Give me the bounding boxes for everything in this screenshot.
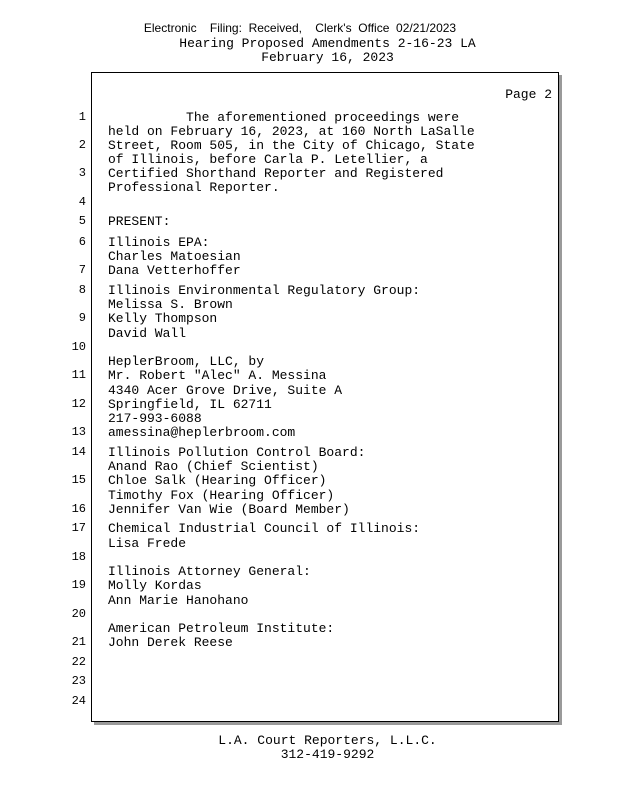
line-number: 11 bbox=[71, 368, 86, 382]
transcript-text-line: Illinois EPA: bbox=[108, 235, 210, 250]
filing-stamp: Electronic Filing: Received, Clerk's Office 02/21/2023 bbox=[143, 21, 457, 35]
line-number: 8 bbox=[78, 283, 86, 297]
transcript-text-line: Springfield, IL 62711 bbox=[108, 397, 272, 412]
transcript-text-line: Street, Room 505, in the City of Chicago, State bbox=[108, 138, 475, 153]
transcript-text-line: Dana Vetterhoffer bbox=[108, 263, 241, 278]
line-number: 2 bbox=[78, 138, 86, 152]
line-number: 6 bbox=[78, 235, 86, 249]
page-number: Page 2 bbox=[505, 87, 552, 102]
transcript-text-line: Mr. Robert "Alec" A. Messina bbox=[108, 368, 327, 383]
transcript-text-line: Charles Matoesian bbox=[108, 249, 241, 264]
line-number: 23 bbox=[71, 674, 86, 688]
line-number: 22 bbox=[71, 655, 86, 669]
line-number: 10 bbox=[71, 340, 86, 354]
transcript-text-line: PRESENT: bbox=[108, 214, 171, 229]
transcript-text-line: The aforementioned proceedings were bbox=[108, 110, 460, 125]
line-number: 20 bbox=[71, 607, 86, 621]
line-number: 5 bbox=[78, 214, 86, 228]
line-number: 9 bbox=[78, 311, 86, 325]
transcript-text-line: American Petroleum Institute: bbox=[108, 621, 335, 636]
transcript-text-line: 217-993-6088 bbox=[108, 411, 202, 426]
transcript-text-line: of Illinois, before Carla P. Letellier, a bbox=[108, 152, 428, 167]
transcript-text-line: 4340 Acer Grove Drive, Suite A bbox=[108, 383, 343, 398]
line-number: 17 bbox=[71, 521, 86, 535]
line-number: 14 bbox=[71, 445, 86, 459]
header-date: February 16, 2023 bbox=[261, 50, 394, 65]
transcript-text-line: held on February 16, 2023, at 160 North LaSalle bbox=[108, 124, 475, 139]
transcript-text-line: Molly Kordas bbox=[108, 578, 202, 593]
transcript-text-line: Timothy Fox (Hearing Officer) bbox=[108, 488, 335, 503]
line-number: 12 bbox=[71, 397, 86, 411]
line-number: 24 bbox=[71, 694, 86, 708]
transcript-text-line: Professional Reporter. bbox=[108, 180, 280, 195]
transcript-text-line: Illinois Attorney General: bbox=[108, 564, 311, 579]
line-number: 21 bbox=[71, 635, 86, 649]
transcript-text-line: Kelly Thompson bbox=[108, 311, 218, 326]
line-number: 15 bbox=[71, 473, 86, 487]
line-number: 19 bbox=[71, 578, 86, 592]
transcript-text-line: Chemical Industrial Council of Illinois: bbox=[108, 521, 421, 536]
line-number: 4 bbox=[78, 195, 86, 209]
line-number: 3 bbox=[78, 166, 86, 180]
transcript-text-line: Lisa Frede bbox=[108, 536, 187, 551]
transcript-text-line: David Wall bbox=[108, 326, 187, 341]
transcript-text-line: Certified Shorthand Reporter and Registered bbox=[108, 166, 444, 181]
header-title: Hearing Proposed Amendments 2-16-23 LA bbox=[179, 36, 476, 51]
footer-phone: 312-419-9292 bbox=[280, 747, 375, 762]
transcript-text-line: John Derek Reese bbox=[108, 635, 233, 650]
footer-company: L.A. Court Reporters, L.L.C. bbox=[218, 733, 437, 748]
line-number: 1 bbox=[78, 110, 86, 124]
line-number: 13 bbox=[71, 425, 86, 439]
transcript-text-line: Jennifer Van Wie (Board Member) bbox=[108, 502, 350, 517]
transcript-text-line: Illinois Pollution Control Board: bbox=[108, 445, 366, 460]
line-number: 16 bbox=[71, 502, 86, 516]
transcript-text-line: Ann Marie Hanohano bbox=[108, 593, 249, 608]
transcript-text-line: Melissa S. Brown bbox=[108, 297, 233, 312]
transcript-text-line: amessina@heplerbroom.com bbox=[108, 425, 296, 440]
line-number: 7 bbox=[78, 263, 86, 277]
transcript-text-line: HeplerBroom, LLC, by bbox=[108, 354, 265, 369]
transcript-text-line: Chloe Salk (Hearing Officer) bbox=[108, 473, 327, 488]
transcript-text-line: Illinois Environmental Regulatory Group: bbox=[108, 283, 421, 298]
line-number: 18 bbox=[71, 550, 86, 564]
transcript-text-line: Anand Rao (Chief Scientist) bbox=[108, 459, 319, 474]
